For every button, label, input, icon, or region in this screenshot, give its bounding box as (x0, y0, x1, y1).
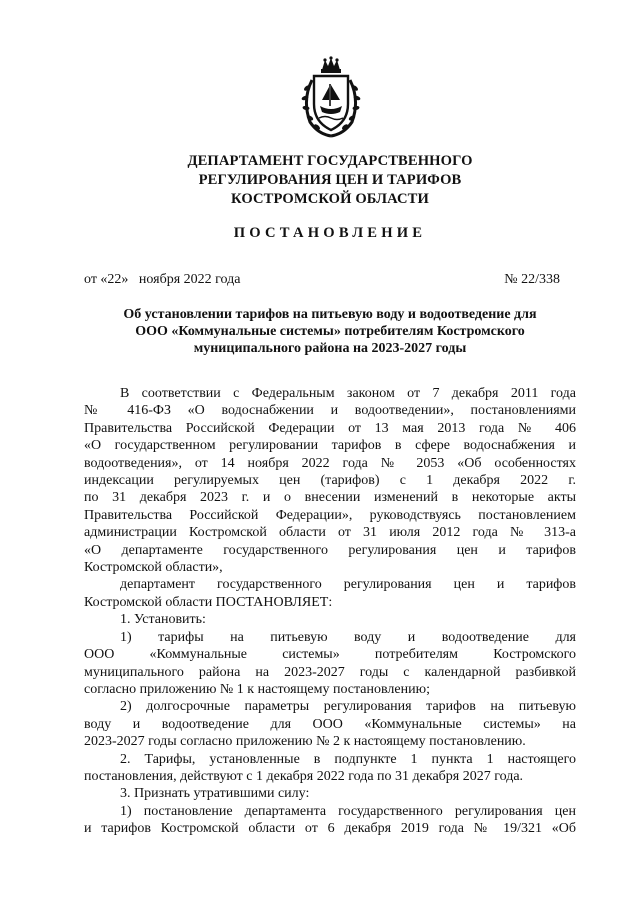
body-line: 1) тарифы на питьевую воду и водоотведение для (120, 629, 576, 645)
department-header-line: РЕГУЛИРОВАНИЯ ЦЕН И ТАРИФОВ (198, 172, 462, 188)
body-line: 2) долгосрочные параметры регулирования тарифов на питьевую (120, 699, 576, 715)
document-title-line: ООО «Коммунальные системы» потребителям Костромского (135, 324, 525, 339)
body-line: «О департаменте государственного регулирования цен и тарифов (84, 542, 576, 558)
document-type-heading: ПОСТАНОВЛЕНИЕ (233, 225, 427, 241)
body-line: Правительства Российской Федерации от 13 мая 2013 года № 406 (84, 420, 576, 436)
body-line: 1) постановление департамента государственного регулирования цен (120, 803, 576, 819)
document-body (84, 385, 576, 838)
body-line: 2. Тарифы, установленные в подпункте 1 пункта 1 настоящего (120, 751, 576, 767)
body-line: 3. Признать утратившими силу: (120, 786, 310, 802)
document-number: № 22/338 (504, 272, 560, 287)
body-line: муниципального района на 2023-2027 годы с календарной разбивкой (84, 664, 576, 680)
body-line: согласно приложению № 1 к настоящему постановлению; (84, 681, 430, 697)
department-header-line: ДЕПАРТАМЕНТ ГОСУДАРСТВЕННОГО (187, 153, 473, 169)
body-line: индексации регулируемых цен (тарифов) с 1 декабря 2022 г. (84, 473, 576, 489)
document-title-line: муниципального района на 2023-2027 годы (193, 341, 467, 356)
body-line: 1. Установить: (120, 612, 206, 628)
body-line: Костромской области ПОСТАНОВЛЯЕТ: (84, 594, 333, 610)
body-line: воду и водоотведение для ООО «Коммунальные системы» на (84, 716, 576, 732)
document-title-line: Об установлении тарифов на питьевую воду и водоотведение для (123, 307, 537, 322)
body-line: водоотведения», от 14 ноября 2022 года № 2053 «Об особенностях (84, 455, 576, 471)
coat-of-arms-emblem-icon (300, 56, 362, 138)
body-line: В соответствии с Федеральным законом от 7 декабря 2011 года (120, 386, 576, 401)
body-line: по 31 декабря 2023 г. и о внесении изменений в некоторые акты (84, 490, 576, 506)
body-line: № 416-ФЗ «О водоснабжении и водоотведении», постановлениями (84, 403, 576, 419)
department-header-line: КОСТРОМСКОЙ ОБЛАСТИ (231, 191, 429, 207)
body-line: 2023-2027 годы согласно приложению № 2 к настоящему постановлению. (84, 734, 526, 750)
body-line: постановления, действуют с 1 декабря 2022 года по 31 декабря 2027 года. (84, 768, 524, 784)
body-line: «О государственном регулировании тарифов в сфере водоснабжения и (84, 438, 576, 454)
body-line: ООО «Коммунальные системы» потребителям Костромского (84, 647, 576, 663)
body-line: департамент государственного регулирования цен и тарифов (120, 577, 576, 593)
body-line: Костромской области», (84, 560, 223, 576)
document-date: от «22» ноября 2022 года (84, 272, 241, 287)
body-line: и тарифов Костромской области от 6 декабря 2019 года № 19/321 «Об (84, 821, 576, 837)
body-line: администрации Костромской области от 31 июля 2012 года № 313-а (84, 525, 576, 541)
body-line: Правительства Российской Федерации», руководствуясь постановлением (84, 507, 576, 523)
document-title (80, 306, 580, 357)
department-header (80, 152, 580, 209)
